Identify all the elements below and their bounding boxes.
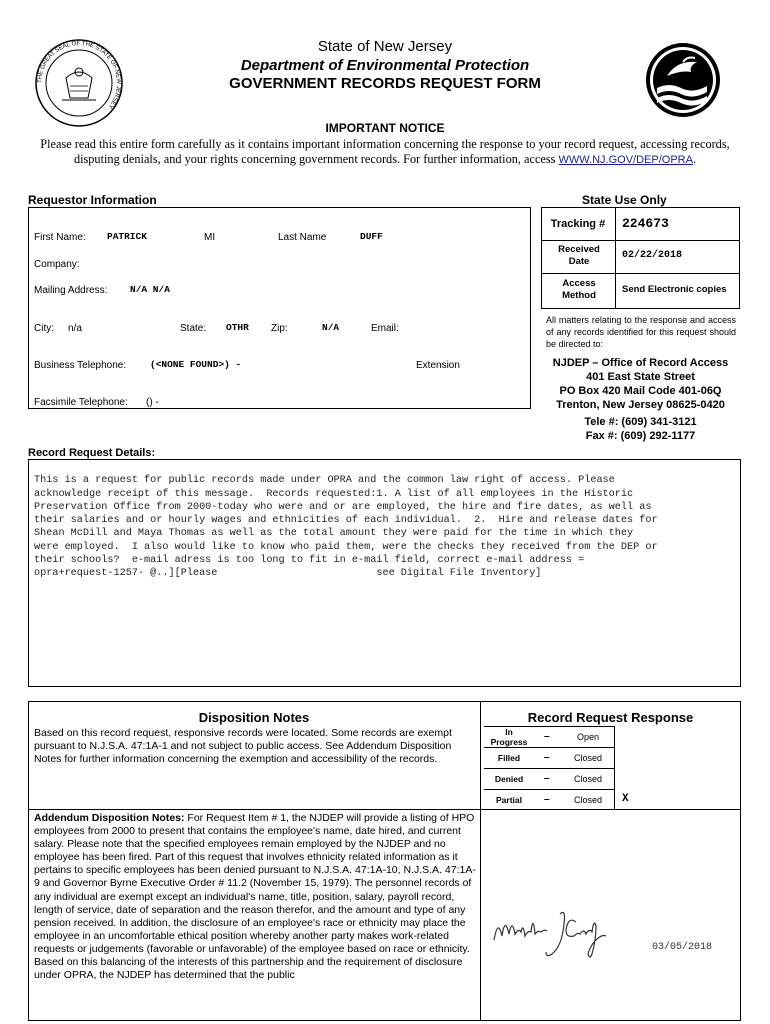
record-request-heading: Record Request Details: (28, 447, 156, 459)
seal-text: THE GREAT SEAL OF THE STATE OF NEW JERSEY (36, 40, 122, 110)
received-date-value: 02/22/2018 (622, 250, 683, 261)
business-telephone-label: Business Telephone: (34, 360, 127, 371)
zip-label: Zip: (271, 323, 288, 334)
notice-line-1: Please read this entire form carefully as it contains important information concerning the response to your record request, accessing records, (40, 137, 730, 151)
city-value[interactable]: n/a (68, 323, 82, 334)
tracking-label: Tracking # (550, 218, 606, 230)
first-name-value[interactable]: PATRICK (107, 231, 147, 242)
office-tele: Tele #: (609) 341-3121 (584, 416, 697, 428)
opra-link[interactable]: WWW.NJ.GOV/DEP/OPRA (558, 154, 693, 166)
notice-line-2-wrap (0, 152, 770, 168)
request-line: opra+request-1257- @..][Please see Digital File Inventory] (34, 568, 542, 580)
response-status-closed: Closed (574, 795, 603, 805)
requestor-heading: Requestor Information (28, 193, 157, 207)
email-label: Email: (371, 323, 399, 334)
department-title: Department of Environmental Protection (240, 57, 530, 74)
response-heading: Record Request Response (527, 710, 694, 725)
signature (490, 900, 640, 960)
response-label-in-progress: In Progress (490, 727, 528, 747)
response-label-filled: Filled (497, 753, 521, 763)
response-status-closed: Closed (574, 753, 603, 763)
disposition-heading: Disposition Notes (198, 710, 310, 725)
request-line: their schools? e-mail adress is too long to fit in e-mail field, correct e-mail address = (34, 555, 585, 567)
company-label: Company: (34, 259, 80, 270)
response-dash: – (544, 773, 550, 784)
response-label-partial: Partial (496, 795, 522, 805)
received-date-label: Received Date (558, 244, 600, 267)
state-value[interactable]: OTHR (226, 322, 249, 333)
access-method-value: Send Electronic copies (622, 284, 727, 295)
state-use-heading: State Use Only (582, 193, 667, 207)
disposition-text: Based on this record request, responsive records were located. Some records are exempt pursuant to N.J.S.A. 47:1A-1 and not subject to public access. See Addendum Disposition Notes for further information concerning the exemption and accessibility of the records. (34, 727, 452, 765)
response-dash: – (544, 752, 550, 763)
mailing-address-value[interactable]: N/A N/A (130, 284, 170, 295)
partial-checkmark[interactable]: X (622, 793, 629, 805)
mi-label: MI (204, 232, 216, 243)
notice-line-2: disputing denials, and your rights concerning government records. For further information, access (73, 152, 559, 166)
request-line: their salaries and or hourly wages and ethnicities of each individual. 2. Hire and release dates for (34, 515, 658, 527)
last-name-value[interactable]: DUFF (360, 231, 383, 242)
fax-telephone-label: Facsimile Telephone: (34, 397, 128, 408)
office-line-1: NJDEP – Office of Record Access (552, 357, 729, 369)
request-line: Shean McDill and Maya Thomas as well as the total amount they were paid for the time in which they (34, 528, 634, 540)
form-title: GOVERNMENT RECORDS REQUEST FORM (229, 75, 541, 92)
office-line-3: PO Box 420 Mail Code 401-06Q (559, 385, 722, 397)
state-title: State of New Jersey (317, 38, 453, 55)
last-name-label: Last Name (278, 232, 327, 243)
addendum-notes (34, 812, 476, 1018)
request-line: acknowledge receipt of this message. Records requested:1. A list of all employees in the Historic (34, 488, 634, 500)
tracking-value: 224673 (622, 216, 669, 231)
first-name-label: First Name: (34, 232, 86, 243)
signature-text: Matthew J. Coefer (490, 958, 499, 959)
important-notice-heading: IMPORTANT NOTICE (325, 121, 445, 135)
dep-logo (643, 40, 723, 120)
request-line: Preservation Office from 2000-today who were and or are employed, the hire and fire dates, as well as (34, 501, 652, 513)
notice-line-2-end: . (692, 152, 697, 166)
response-dash: – (544, 794, 550, 805)
office-fax: Fax #: (609) 292-1177 (585, 430, 696, 442)
state-seal (34, 38, 124, 128)
zip-value[interactable]: N/A (322, 322, 340, 333)
extension-label: Extension (416, 360, 460, 371)
fax-telephone-value[interactable]: () - (146, 397, 159, 408)
response-date: 03/05/2018 (652, 942, 713, 953)
response-label-denied: Denied (494, 774, 524, 784)
business-telephone-value[interactable]: (<NONE FOUND>) - (150, 359, 242, 370)
state-label: State: (180, 323, 207, 334)
response-status-closed: Closed (574, 774, 603, 784)
response-status-open: Open (577, 732, 600, 742)
request-line: This is a request for public records made under OPRA and the common law right of access. Please (34, 475, 615, 487)
response-dash: – (544, 731, 550, 742)
addendum-label: Addendum Disposition Notes: (34, 812, 185, 824)
matters-text: All matters relating to the response and access of any records identified for this request should be directed to: (546, 315, 736, 349)
addendum-text: For Request Item # 1, the NJDEP will provide a listing of HPO employees from 2000 to present that contains the employee's name, date hired, and current salary. Please note that the specified employees remain employed by the NJDEP and no employee has been fired. Part of this request that involves ethnicity related information as it pertains to specific employees has been denied pursuant to N.J.S.A. 47:1A-10, N.J.S.A. 47:1A-9 and Governor Byrne Executive Order # 11.2 (November 15, 1979). The personnel records of any individual are exempt except an individual's name, title, position, salary, payroll record, length of service, date of separation and the reason therefor, and the amount and type of any pension received. In addition, the disclosure of an employee's race or ethnicity may place the employee in an uncomfortable ethical position whereby another party makes work-related requests or judgements (favorable or unfavorable) of the employee based on race or ethnicity. Based on this balancing of the interests of this partnership and the requirement of disclosure under OPRA, the NJDEP has determined that the public (34, 812, 476, 982)
record-request-text (34, 461, 738, 594)
city-label: City: (34, 323, 54, 334)
office-line-4: Trenton, New Jersey 08625-0420 (556, 399, 725, 411)
mailing-address-label: Mailing Address: (34, 285, 108, 296)
request-line: were employed. I also would like to know who paid them, were the checks they received from the DEP or (34, 541, 658, 553)
access-method-label: Access Method (562, 278, 596, 301)
office-line-2: 401 East State Street (586, 371, 695, 383)
